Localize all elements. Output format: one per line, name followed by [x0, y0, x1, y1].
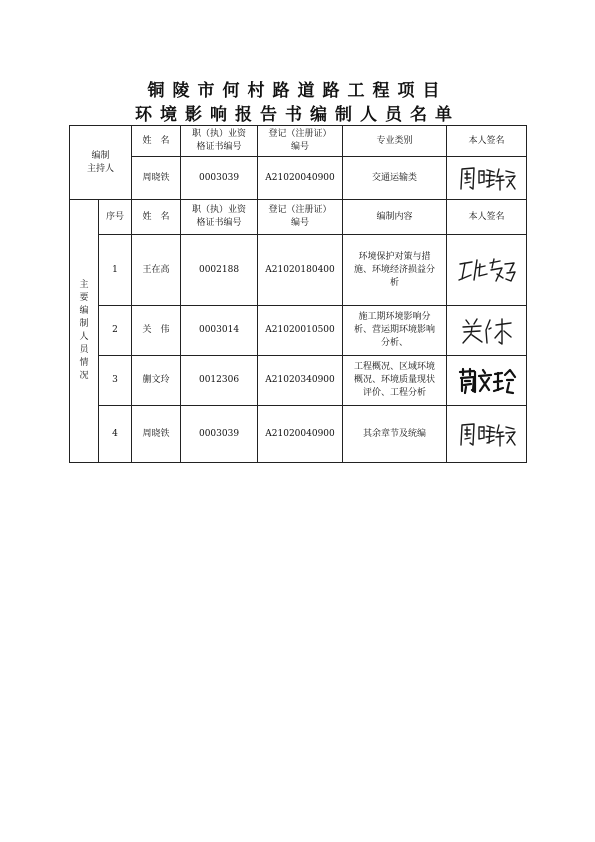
row-qualification: 0003039: [181, 406, 258, 463]
row-seq: 4: [99, 406, 132, 463]
host-signature-header: 本人签名: [447, 126, 527, 157]
row-signature-cell: [447, 406, 527, 463]
row-seq: 1: [99, 235, 132, 306]
staff-header-row: [70, 200, 527, 235]
row-qualification: 0003014: [181, 306, 258, 356]
host-row: [70, 157, 527, 200]
row-registration: A21020340900: [258, 356, 343, 406]
document-title-line-2: 环境影响报告书编制人员名单: [135, 105, 460, 125]
row-content: 工程概况、区域环境 概况、环境质量现状 评价、工程分析: [343, 356, 447, 406]
row-seq: 3: [99, 356, 132, 406]
host-name-header: 姓 名: [132, 126, 181, 157]
staff-section-label: 主 要 编 制 人 员 情 况: [70, 200, 99, 463]
host-specialty: 交通运输类: [343, 157, 447, 200]
host-qualification: 0003039: [181, 157, 258, 200]
staff-name-header: 姓 名: [132, 200, 181, 235]
row-name: 关 伟: [132, 306, 181, 356]
host-registration: A21020040900: [258, 157, 343, 200]
host-section-label-line-2: 主持人: [87, 163, 115, 174]
row-registration: A21020040900: [258, 406, 343, 463]
row-name: 周晓铁: [132, 406, 181, 463]
table-row: [70, 406, 527, 463]
row-name: 王在高: [132, 235, 181, 306]
host-specialty-header: 专业类别: [343, 126, 447, 157]
row-qualification: 0002188: [181, 235, 258, 306]
staff-registration-header: 登记（注册证） 编号: [258, 200, 343, 235]
row-content: 环境保护对策与措 施、环境经济损益分 析: [343, 235, 447, 306]
row-seq: 2: [99, 306, 132, 356]
staff-roster-table: [69, 125, 527, 463]
table-row: [70, 306, 527, 356]
row-signature-cell: [447, 306, 527, 356]
row-signature-cell: [447, 235, 527, 306]
host-header-row: [70, 126, 527, 157]
host-qualification-header: 职（执）业资 格证书编号: [181, 126, 258, 157]
row-name: 蒯文玲: [132, 356, 181, 406]
seq-header: 序号: [99, 200, 132, 235]
handwritten-signature-kuai-wenling: [456, 366, 518, 396]
row-signature-cell: [447, 356, 527, 406]
row-registration: A21020180400: [258, 235, 343, 306]
table-row: [70, 235, 527, 306]
handwritten-signature-wang-zaigao: [456, 254, 518, 286]
staff-signature-header: 本人签名: [447, 200, 527, 235]
row-content: 其余章节及统编: [343, 406, 447, 463]
row-registration: A21020010500: [258, 306, 343, 356]
document-title-line-1: 铜陵市何村路道路工程项目: [147, 81, 448, 101]
host-signature-cell: [447, 157, 527, 200]
host-section-label-line-1: 编制: [91, 150, 110, 161]
handwritten-signature-zhou-xiaotie: [456, 163, 518, 193]
host-registration-header: 登记（注册证） 编号: [258, 126, 343, 157]
row-content: 施工期环境影响分 析、营运期环境影响 分析、: [343, 306, 447, 356]
table-row: [70, 356, 527, 406]
host-name: 周晓铁: [132, 157, 181, 200]
handwritten-signature-guan-wei: [458, 315, 516, 347]
handwritten-signature-zhou-xiaotie: [456, 419, 518, 449]
host-section-label: [70, 126, 132, 200]
row-qualification: 0012306: [181, 356, 258, 406]
staff-qualification-header: 职（执）业资 格证书编号: [181, 200, 258, 235]
content-header: 编制内容: [343, 200, 447, 235]
